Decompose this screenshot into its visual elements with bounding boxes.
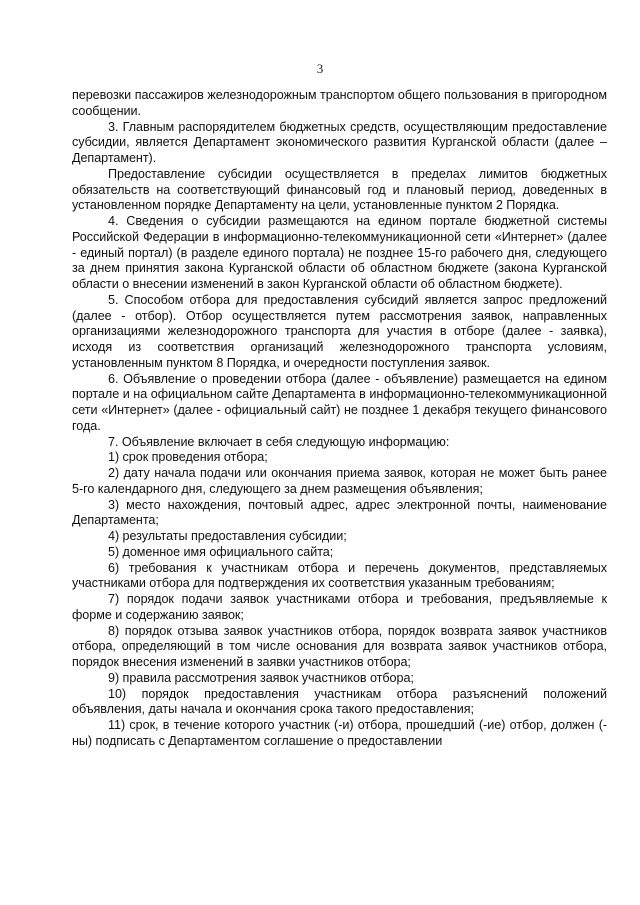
paragraph-3: 3. Главным распорядителем бюджетных средств, осуществляющим предоставление субсидии, является Департамент экономического развития Курганской области (далее – Департамент). (72, 119, 607, 165)
list-item-11: 11) срок, в течение которого участник (-и) отбора, прошедший (-ие) отбор, должен (-ны) подписать с Департаментом соглашение о предоставлении (72, 718, 607, 748)
list-item-9: 9) правила рассмотрения заявок участников отбора; (108, 670, 414, 685)
document-body (72, 88, 607, 750)
paragraph-continuation: перевозки пассажиров железнодорожным транспортом общего пользования в пригородном сообщении. (72, 88, 607, 118)
paragraph-4: 4. Сведения о субсидии размещаются на едином портале бюджетной системы Российской Федерации в информационно-телекоммуникационной сети «Интернет» (далее - единый портал) (в разделе единого портала) не позднее 15-го рабочего дня, следующего за днем принятия закона Курганской области об областном бюджете (закона Курганской области о внесении изменений в закон Курганской области об областном бюджете). (72, 214, 607, 291)
list-item-3: 3) место нахождения, почтовый адрес, адрес электронной почты, наименование Департамента; (72, 497, 607, 528)
paragraph-3-limits: Предоставление субсидии осуществляется в пределах лимитов бюджетных обязательств на соответствующий финансовый год и плановый период, доведенных в установленном порядке Департаменту на цели, установленные пунктом 2 Порядка. (72, 166, 607, 213)
list-item-10: 10) порядок предоставления участникам отбора разъяснений положений объявления, даты начала и окончания срока такого предоставления; (72, 686, 607, 717)
list-item-4: 4) результаты предоставления субсидии; (108, 529, 347, 543)
paragraph-5: 5. Способом отбора для предоставления субсидий является запрос предложений (далее - отбор). Отбор осуществляется путем рассмотрения заявок, направленных организациями железнодорожного транспорта для участия в отборе (далее - заявка), исходя из соответствия организаций железнодорожного транспорта условиям, установленным пунктом 8 Порядка, и очередности поступления заявок. (72, 292, 607, 370)
page-number: 3 (316, 61, 324, 76)
paragraph-6: 6. Объявление о проведении отбора (далее - объявление) размещается на едином портале и на официальном сайте Департамента в информационно-телекоммуникационной сети «Интернет» (далее - официальный сайт) не позднее 1 декабря текущего финансового года. (72, 371, 607, 433)
list-item-5: 5) доменное имя официального сайта; (108, 544, 334, 559)
paragraph-7: 7. Объявление включает в себя следующую информацию: (108, 434, 450, 449)
list-item-6: 6) требования к участникам отбора и перечень документов, представляемых участниками отбора для подтверждения их соответствия указанным требованиям; (72, 560, 607, 591)
list-item-7: 7) порядок подачи заявок участниками отбора и требования, предъявляемые к форме и содержанию заявок; (72, 592, 607, 622)
list-item-1: 1) срок проведения отбора; (108, 450, 268, 465)
list-item-2: 2) дату начала подачи или окончания приема заявок, которая не может быть ранее 5-го календарного дня, следующего за днем размещения объявления; (72, 466, 607, 496)
list-item-8: 8) порядок отзыва заявок участников отбора, порядок возврата заявок участников отбора, определяющий в том числе основания для возврата заявок участников отбора, порядок внесения изменений в заявки участников отбора; (72, 623, 607, 669)
